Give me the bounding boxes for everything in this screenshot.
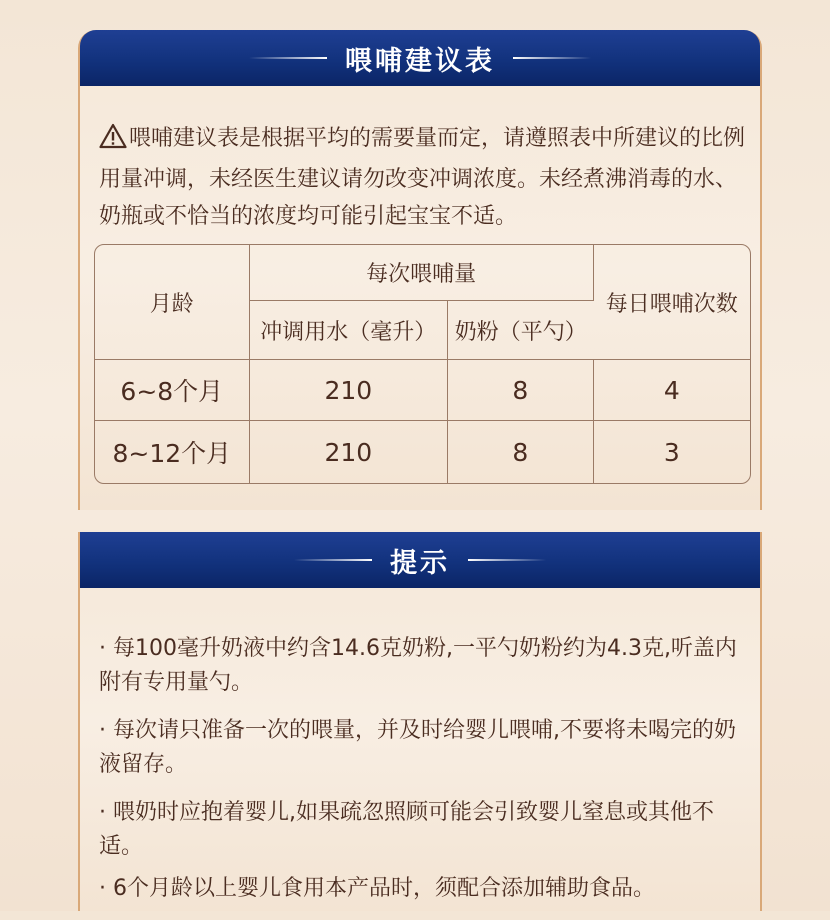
banner-line-right	[513, 57, 591, 59]
feeding-guide-banner	[80, 30, 760, 86]
banner-line-left	[249, 57, 327, 59]
header-powder: 奶粉（平勺）	[448, 301, 594, 360]
banner-line-left	[294, 559, 372, 561]
header-daily-times: 每日喂哺次数	[594, 245, 750, 360]
banner-line-right	[468, 559, 546, 561]
tip-item: · 每100毫升奶液中约含14.6克奶粉,一平勺奶粉约为4.3克,听盖内附有专用量勺。	[99, 636, 737, 695]
row-powder: 8	[448, 421, 594, 483]
row-age: 8~12个月	[95, 421, 250, 483]
row-age: 6~8个月	[95, 360, 250, 421]
table-row	[95, 421, 750, 483]
header-age: 月龄	[95, 245, 250, 360]
row-times: 3	[663, 437, 680, 467]
tip-item: · 喂奶时应抱着婴儿,如果疏忽照顾可能会引致婴儿窒息或其他不适。	[99, 800, 714, 859]
feeding-warning	[99, 120, 746, 235]
tips-card	[78, 532, 762, 911]
header-per-feed: 每次喂哺量	[250, 245, 594, 301]
warning-text: 喂哺建议表是根据平均的需要量而定，请遵照表中所建议的比例用量冲调，未经医生建议请勿改变冲调浓度。未经煮沸消毒的水、奶瓶或不恰当的浓度均可能引起宝宝不适。	[99, 126, 746, 229]
feeding-table	[94, 244, 751, 484]
row-water: 210	[250, 360, 448, 421]
warning-triangle-icon	[99, 123, 127, 161]
row-times: 4	[594, 360, 750, 421]
header-water: 冲调用水（毫升）	[250, 301, 448, 360]
feeding-guide-card	[78, 30, 762, 510]
tips-title: 提示	[390, 547, 450, 579]
tip-item: · 6个月龄以上婴儿食用本产品时，须配合添加辅助食品。	[99, 876, 655, 901]
table-row	[95, 360, 750, 421]
feeding-guide-title: 喂哺建议表	[345, 45, 495, 77]
tip-item: · 每次请只准备一次的喂量，并及时给婴儿喂哺,不要将未喝完的奶液留存。	[99, 718, 736, 777]
tips-list	[99, 632, 746, 920]
row-powder: 8	[448, 360, 594, 421]
row-water: 210	[250, 421, 448, 483]
tips-banner	[80, 532, 760, 588]
